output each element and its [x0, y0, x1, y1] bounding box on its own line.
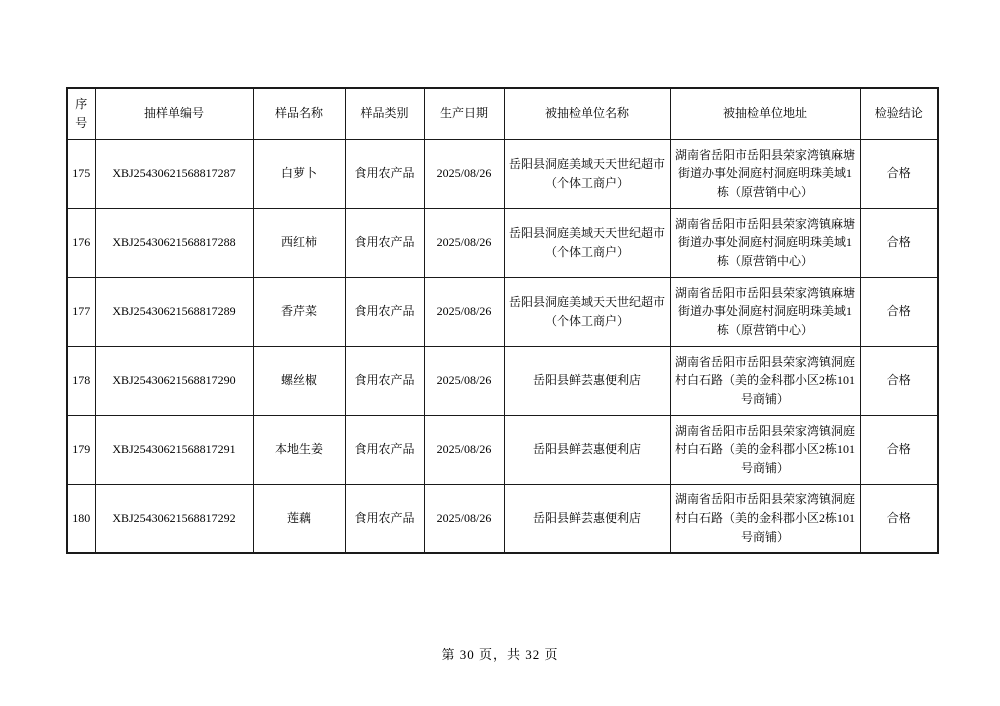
cell-name: 白萝卜	[253, 139, 345, 208]
inspection-results-table	[66, 87, 939, 554]
cell-no: 180	[67, 484, 95, 553]
cell-result: 合格	[860, 208, 938, 277]
table-row	[67, 346, 938, 415]
cell-no: 175	[67, 139, 95, 208]
cell-category: 食用农产品	[345, 277, 424, 346]
cell-address: 湖南省岳阳市岳阳县荣家湾镇洞庭村白石路（美的金科郡小区2栋101号商铺）	[670, 415, 860, 484]
cell-name: 莲藕	[253, 484, 345, 553]
cell-unit: 岳阳县洞庭美域天天世纪超市（个体工商户）	[504, 277, 670, 346]
table-row	[67, 277, 938, 346]
header-sample-category: 样品类别	[345, 88, 424, 139]
cell-result: 合格	[860, 139, 938, 208]
cell-name: 香芹菜	[253, 277, 345, 346]
cell-no: 178	[67, 346, 95, 415]
cell-unit: 岳阳县鲜芸惠便利店	[504, 415, 670, 484]
header-serial-number: 序号	[67, 88, 95, 139]
cell-category: 食用农产品	[345, 139, 424, 208]
header-production-date: 生产日期	[424, 88, 504, 139]
cell-code: XBJ25430621568817287	[95, 139, 253, 208]
cell-category: 食用农产品	[345, 346, 424, 415]
table-row	[67, 208, 938, 277]
cell-result: 合格	[860, 346, 938, 415]
cell-address: 湖南省岳阳市岳阳县荣家湾镇麻塘街道办事处洞庭村洞庭明珠美域1栋（原营销中心）	[670, 139, 860, 208]
cell-address: 湖南省岳阳市岳阳县荣家湾镇洞庭村白石路（美的金科郡小区2栋101号商铺）	[670, 484, 860, 553]
cell-no: 176	[67, 208, 95, 277]
table-row	[67, 415, 938, 484]
cell-date: 2025/08/26	[424, 415, 504, 484]
header-sample-name: 样品名称	[253, 88, 345, 139]
table-body	[67, 139, 938, 553]
header-unit-address: 被抽检单位地址	[670, 88, 860, 139]
cell-code: XBJ25430621568817292	[95, 484, 253, 553]
cell-category: 食用农产品	[345, 208, 424, 277]
cell-date: 2025/08/26	[424, 277, 504, 346]
cell-name: 本地生姜	[253, 415, 345, 484]
cell-date: 2025/08/26	[424, 139, 504, 208]
cell-result: 合格	[860, 277, 938, 346]
cell-unit: 岳阳县鲜芸惠便利店	[504, 484, 670, 553]
cell-unit: 岳阳县洞庭美域天天世纪超市（个体工商户）	[504, 139, 670, 208]
cell-unit: 岳阳县鲜芸惠便利店	[504, 346, 670, 415]
table-header-row	[67, 88, 938, 139]
cell-code: XBJ25430621568817288	[95, 208, 253, 277]
cell-date: 2025/08/26	[424, 208, 504, 277]
table-row	[67, 484, 938, 553]
cell-date: 2025/08/26	[424, 346, 504, 415]
cell-no: 177	[67, 277, 95, 346]
cell-name: 螺丝椒	[253, 346, 345, 415]
table-row	[67, 139, 938, 208]
header-unit-name: 被抽检单位名称	[504, 88, 670, 139]
cell-category: 食用农产品	[345, 484, 424, 553]
cell-category: 食用农产品	[345, 415, 424, 484]
cell-code: XBJ25430621568817291	[95, 415, 253, 484]
page-number-footer: 第 30 页，共 32 页	[441, 647, 559, 662]
cell-address: 湖南省岳阳市岳阳县荣家湾镇麻塘街道办事处洞庭村洞庭明珠美域1栋（原营销中心）	[670, 208, 860, 277]
cell-address: 湖南省岳阳市岳阳县荣家湾镇麻塘街道办事处洞庭村洞庭明珠美域1栋（原营销中心）	[670, 277, 860, 346]
cell-date: 2025/08/26	[424, 484, 504, 553]
header-sample-code: 抽样单编号	[95, 88, 253, 139]
header-inspection-result: 检验结论	[860, 88, 938, 139]
cell-result: 合格	[860, 484, 938, 553]
cell-address: 湖南省岳阳市岳阳县荣家湾镇洞庭村白石路（美的金科郡小区2栋101号商铺）	[670, 346, 860, 415]
cell-unit: 岳阳县洞庭美域天天世纪超市（个体工商户）	[504, 208, 670, 277]
cell-code: XBJ25430621568817289	[95, 277, 253, 346]
cell-no: 179	[67, 415, 95, 484]
cell-code: XBJ25430621568817290	[95, 346, 253, 415]
cell-result: 合格	[860, 415, 938, 484]
cell-name: 西红柿	[253, 208, 345, 277]
